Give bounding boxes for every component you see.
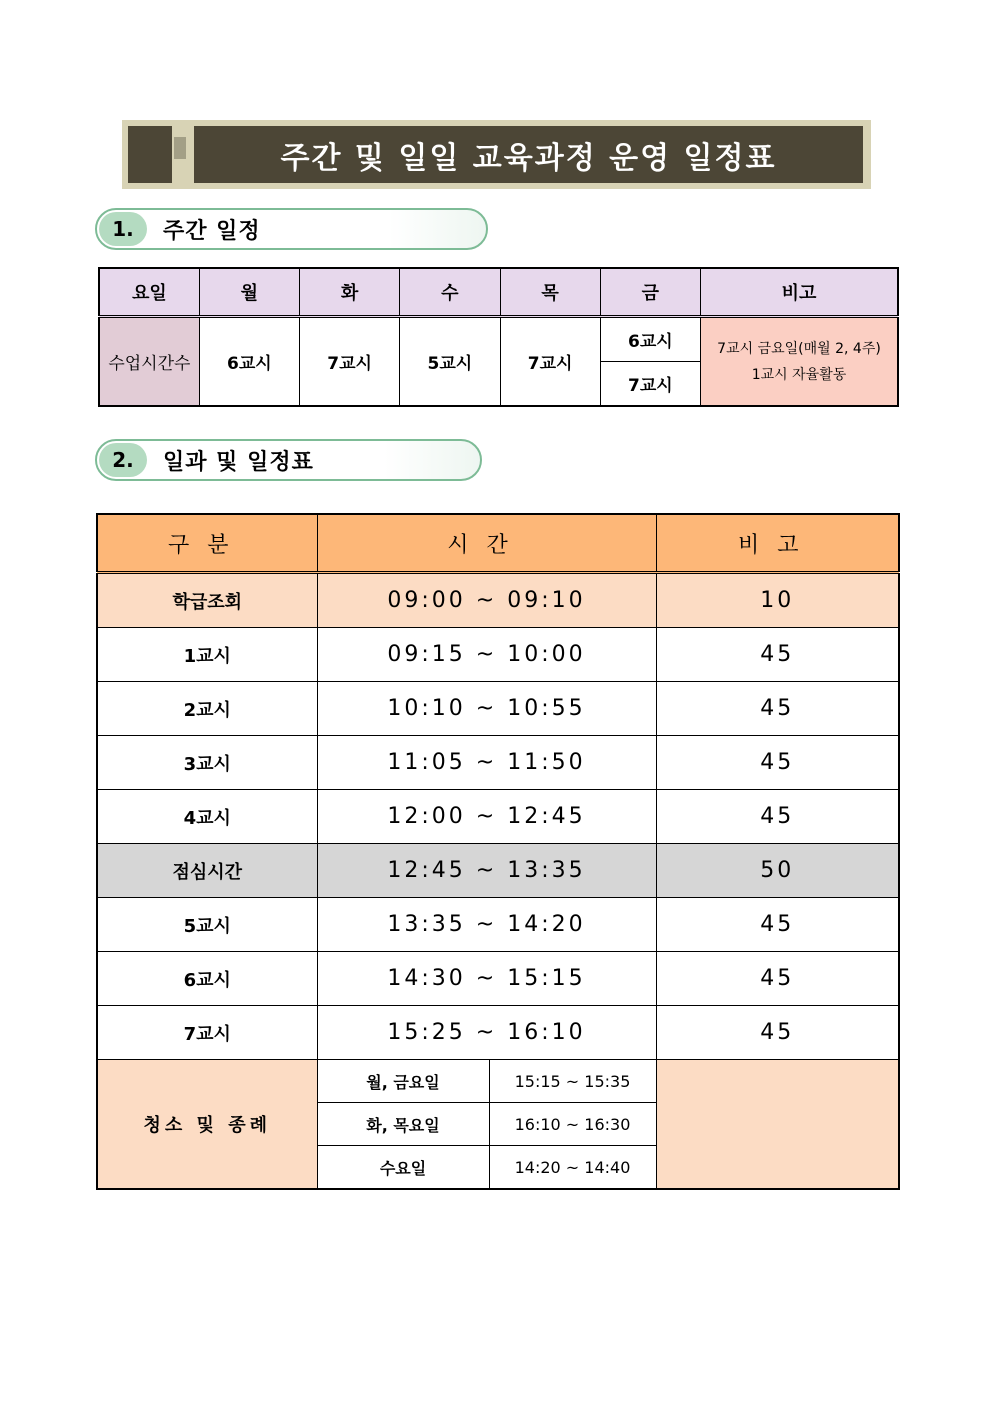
period-cell: 4교시 [97,790,317,844]
table-row [97,898,899,952]
title-bar [194,126,863,183]
section-title: 일과 및 일정표 [163,449,314,475]
table-row [97,736,899,790]
table-row [99,317,898,362]
cleaning-time-cell: 14:20 ~ 14:40 [489,1146,656,1190]
title-banner [122,120,871,189]
table-cell: 7교시 [500,317,600,407]
period-cell: 점심시간 [97,844,317,898]
time-cell: 12:00 ~ 12:45 [317,790,656,844]
header-cell: 화 [300,268,400,317]
cleaning-time-cell: 16:10 ~ 16:30 [489,1103,656,1146]
period-cell: 7교시 [97,1006,317,1060]
minutes-cell: 45 [656,790,899,844]
table-row [97,628,899,682]
table-cell: 5교시 [400,317,500,407]
period-cell: 2교시 [97,682,317,736]
table-cell: 7교시 [300,317,400,407]
table-row [97,573,899,628]
cleaning-label: 청소 및 종례 [97,1060,317,1190]
time-cell: 09:00 ~ 09:10 [317,573,656,628]
header-cell: 비고 [701,268,899,317]
minutes-cell: 10 [656,573,899,628]
page-title: 주간 및 일일 교육과정 운영 일정표 [280,140,777,176]
header-cell: 구분 [97,514,317,573]
cleaning-days-cell: 수요일 [317,1146,489,1190]
cleaning-note-cell [656,1060,899,1190]
note-line: 7교시 금요일(매월 2, 4주) [717,340,881,357]
cleaning-time-cell: 15:15 ~ 15:35 [489,1060,656,1103]
table-row [97,952,899,1006]
header-cell: 시간 [317,514,656,573]
period-cell: 학급조회 [97,573,317,628]
header-cell: 요일 [99,268,199,317]
cleaning-days-cell: 월, 금요일 [317,1060,489,1103]
banner-decoration-tab [174,137,186,159]
table-row [97,790,899,844]
section-number: 1. [99,212,147,246]
table-row [97,1060,899,1103]
time-cell: 13:35 ~ 14:20 [317,898,656,952]
period-cell: 6교시 [97,952,317,1006]
time-cell: 11:05 ~ 11:50 [317,736,656,790]
daily-schedule-table [96,513,900,1190]
section-header-weekly [95,208,488,250]
row-label: 수업시간수 [99,317,199,407]
period-cell: 1교시 [97,628,317,682]
section-number: 2. [99,443,147,477]
banner-decoration-square [128,126,172,183]
period-cell: 5교시 [97,898,317,952]
header-cell: 비고 [656,514,899,573]
table-cell: 7교시 [600,362,700,407]
table-row [97,844,899,898]
table-header-row [99,268,898,317]
period-cell: 3교시 [97,736,317,790]
table-row [97,1006,899,1060]
minutes-cell: 45 [656,736,899,790]
table-header-row [97,514,899,573]
minutes-cell: 45 [656,628,899,682]
minutes-cell: 45 [656,952,899,1006]
section-header-daily [95,439,482,481]
weekly-schedule-table [98,267,899,407]
minutes-cell: 45 [656,898,899,952]
time-cell: 14:30 ~ 15:15 [317,952,656,1006]
table-row [97,682,899,736]
header-cell: 금 [600,268,700,317]
time-cell: 10:10 ~ 10:55 [317,682,656,736]
minutes-cell: 50 [656,844,899,898]
minutes-cell: 45 [656,1006,899,1060]
note-line: 1교시 자율활동 [751,366,847,383]
table-cell: 6교시 [199,317,299,407]
time-cell: 12:45 ~ 13:35 [317,844,656,898]
note-cell [701,317,899,407]
time-cell: 09:15 ~ 10:00 [317,628,656,682]
header-cell: 수 [400,268,500,317]
minutes-cell: 45 [656,682,899,736]
header-cell: 월 [199,268,299,317]
cleaning-days-cell: 화, 목요일 [317,1103,489,1146]
header-cell: 목 [500,268,600,317]
section-title: 주간 일정 [163,218,261,244]
table-cell: 6교시 [600,317,700,362]
time-cell: 15:25 ~ 16:10 [317,1006,656,1060]
